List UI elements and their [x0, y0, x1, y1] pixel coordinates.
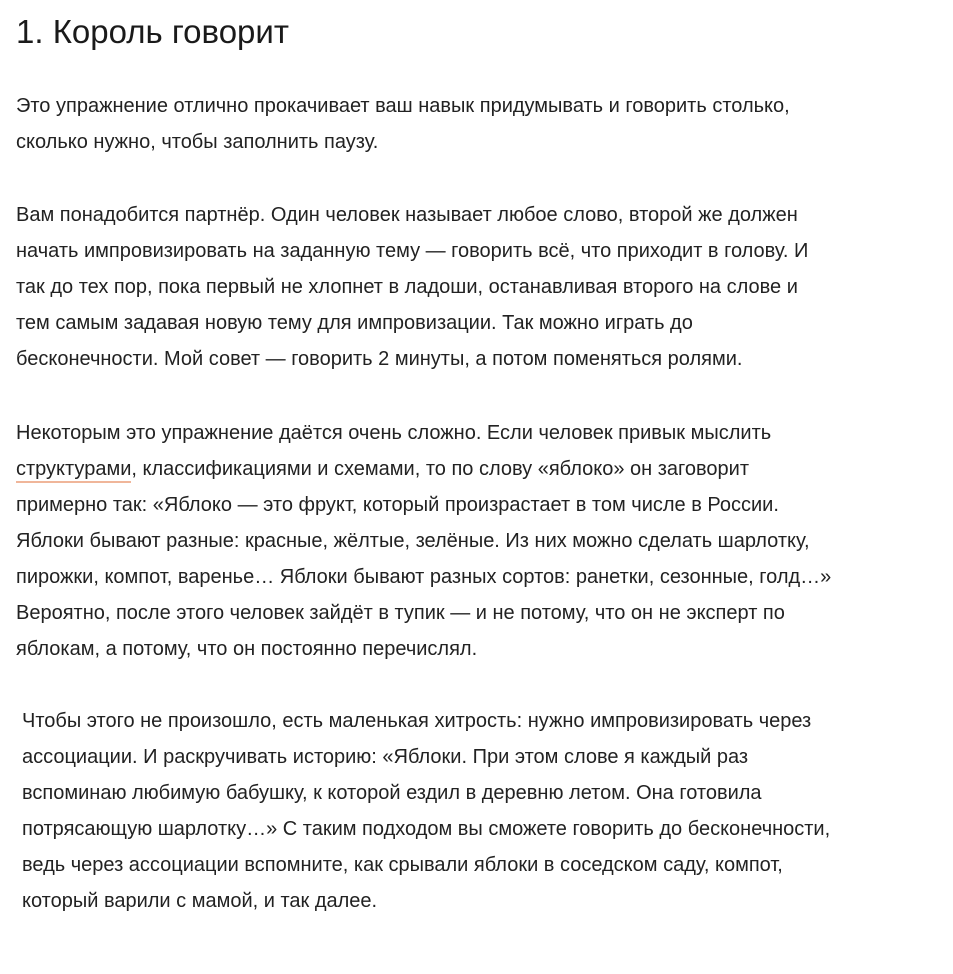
paragraph-line: сколько нужно, чтобы заполнить паузу.: [16, 131, 379, 153]
paragraph-example: [16, 415, 946, 667]
paragraph-line: Яблоки бывают разные: красные, жёлтые, зелёные. Из них можно сделать шарлотку,: [16, 530, 810, 552]
paragraph-line: Это упражнение отлично прокачивает ваш навык придумывать и говорить столько,: [16, 95, 790, 117]
paragraph-line: так до тех пор, пока первый не хлопнет в ладоши, останавливая второго на слове и: [16, 276, 798, 298]
paragraph-line: примерно так: «Яблоко — это фрукт, который произрастает в том числе в России.: [16, 494, 779, 516]
paragraph-intro: [16, 88, 946, 160]
paragraph-line: тем самым задавая новую тему для импровизации. Так можно играть до: [16, 312, 693, 334]
paragraph-line: который варили с мамой, и так далее.: [22, 890, 378, 912]
article-title: 1. Король говорит: [16, 13, 289, 50]
paragraph-line: бесконечности. Мой совет — говорить 2 минуты, а потом поменяться ролями.: [16, 348, 743, 370]
paragraph-line: пирожки, компот, варенье… Яблоки бывают разных сортов: ранетки, сезонные, голд…»: [16, 566, 832, 588]
paragraph-line: ведь через ассоциации вспомните, как срывали яблоки в соседском саду, компот,: [22, 854, 783, 876]
structures-link[interactable]: структурами: [16, 458, 131, 483]
paragraph-rules: [16, 197, 946, 377]
paragraph-line: Вероятно, после этого человек зайдёт в тупик — и не потому, что он не эксперт по: [16, 602, 785, 624]
paragraph-line-text: , классификациями и схемами, то по слову «яблоко» он заговорит: [131, 458, 750, 480]
paragraph-line: потрясающую шарлотку…» С таким подходом вы сможете говорить до бесконечности,: [22, 818, 831, 840]
paragraph-line: Вам понадобится партнёр. Один человек называет любое слово, второй же должен: [16, 204, 798, 226]
paragraph-line: ассоциации. И раскручивать историю: «Яблоки. При этом слове я каждый раз: [22, 746, 749, 768]
paragraph-line: начать импровизировать на заданную тему — говорить всё, что приходит в голову. И: [16, 240, 809, 262]
paragraph-line: Чтобы этого не произошло, есть маленькая хитрость: нужно импровизировать через: [22, 710, 812, 732]
paragraph-line: Некоторым это упражнение даётся очень сложно. Если человек привык мыслить: [16, 422, 772, 444]
paragraph-line: [16, 451, 946, 487]
paragraph-tip: [22, 703, 947, 919]
paragraph-line: вспоминаю любимую бабушку, к которой ездил в деревню летом. Она готовила: [22, 782, 762, 804]
paragraph-line: яблокам, а потому, что он постоянно перечислял.: [16, 638, 478, 660]
